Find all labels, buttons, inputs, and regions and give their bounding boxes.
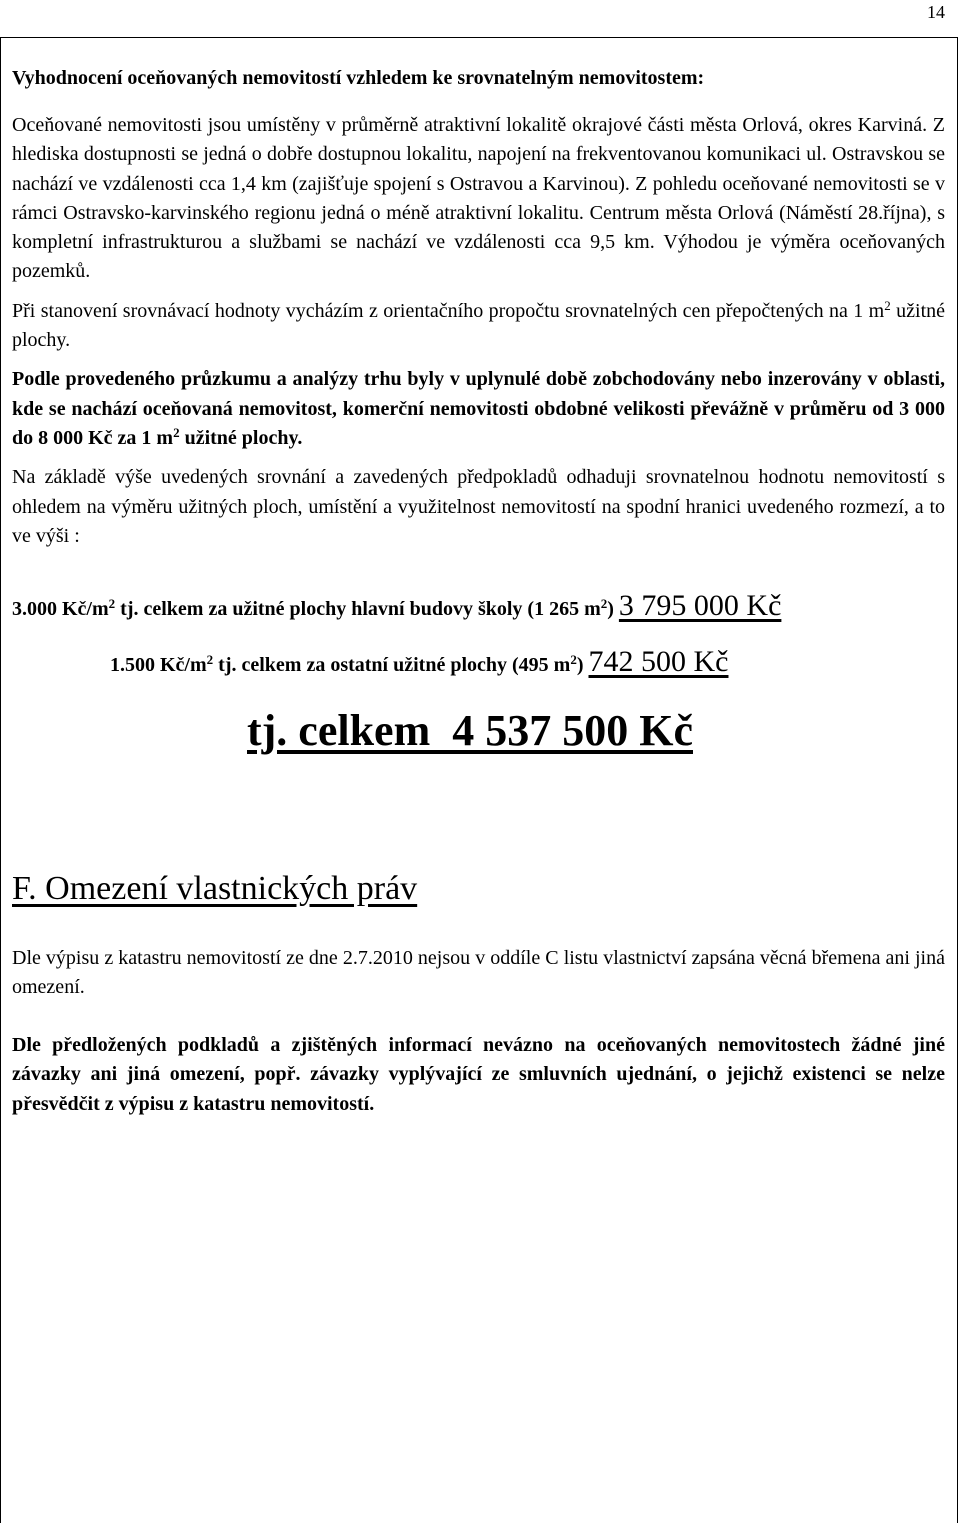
encumbrance-paragraph: Dle výpisu z katastru nemovitostí ze dne 2.7.2010 nejsou v oddíle C listu vlastnictví zapsána věcná břemena ani jiná omezení. [12, 947, 945, 999]
total-amount [247, 705, 693, 756]
method-paragraph [12, 297, 945, 356]
rate: 3.000 Kč/m [12, 598, 109, 620]
rate: 1.500 Kč/m [110, 654, 207, 676]
amount-main-building: 3 795 000 Kč [618, 589, 782, 622]
description: tj. celkem za užitné plochy hlavní budovy školy (1 265 m [115, 598, 601, 620]
unit-superscript: 2 [108, 596, 116, 611]
price-line-main-building [12, 589, 781, 623]
location-paragraph: Oceňované nemovitosti jsou umístěny v průměrně atraktivní lokalitě okrajové části města Orlová, okres Karviná. Z hlediska dostupnosti se jedná o dobře dostupnou lokalitu, napojení na frekventovanou komunikaci ul. Ostravskou se nachází ve vzdálenosti cca 1,4 km (zajišťuje spojení s Ostravou a Karvinou). Z pohledu oceňované nemovitosti se v rámci Ostravsko-karvinského regionu jedná o méně atraktivní lokalitu. Centrum města Orlová (Náměstí 28.října), s kompletní infrastrukturou a službami se nachází ve vzdálenosti cca 9,5 km. Výhodou je výměra oceňovaných pozemků. [12, 114, 945, 283]
unit-superscript: 2 [570, 652, 577, 667]
unit-superscript: 2 [600, 596, 608, 611]
section-f-title: F. Omezení vlastnických práv [12, 870, 418, 907]
unit-superscript: 2 [206, 652, 214, 667]
method-text-end: užitné plochy. [12, 299, 946, 352]
description: tj. celkem za ostatní užitné plochy (495 m [213, 654, 571, 676]
page-number: 14 [927, 2, 945, 22]
close-paren: ) [607, 598, 619, 620]
unit-superscript: 2 [884, 297, 891, 313]
method-text: Při stanovení srovnávací hodnoty vycházím z orientačního propočtu srovnatelných cen přepočtených na 1 m [12, 299, 885, 322]
unit-superscript: 2 [173, 424, 180, 440]
obligations-paragraph: Dle předložených podkladů a zjištěných informací nevázno na oceňovaných nemovitostech žádné jiné závazky ani jiná omezení, popř. závazky vyplývající ze smluvních ujednání, o jejichž existenci se nelze přesvědčit z výpisu z katastru nemovitostí. [12, 1034, 945, 1115]
amount-other-areas: 742 500 Kč [588, 645, 729, 678]
price-line-other-areas [110, 645, 728, 679]
total-text: tj. celkem 4 537 500 Kč [247, 706, 693, 755]
estimate-paragraph: Na základě výše uvedených srovnání a zavedených předpokladů odhaduji srovnatelnou hodnotu nemovitostí s ohledem na výměru užitných ploch, umístění a využitelnost nemovitostí na spodní hranici uvedeného rozmezí, a to ve výši : [12, 466, 945, 547]
close-paren: ) [576, 654, 589, 676]
market-text-end: užitné plochy. [179, 426, 303, 449]
section-heading: Vyhodnocení oceňovaných nemovitostí vzhledem ke srovnatelným nemovitostem: [12, 67, 705, 89]
market-paragraph [12, 365, 945, 453]
document-body [12, 64, 946, 1115]
market-text: Podle provedeného průzkumu a analýzy trhu byly v uplynulé době zobchodovány nebo inzerovány v oblasti, kde se nachází oceňovaná nemovitost, komerční nemovitosti obdobné velikosti převážně v průměru od 3 000 do 8 000 Kč za 1 m [12, 368, 945, 449]
